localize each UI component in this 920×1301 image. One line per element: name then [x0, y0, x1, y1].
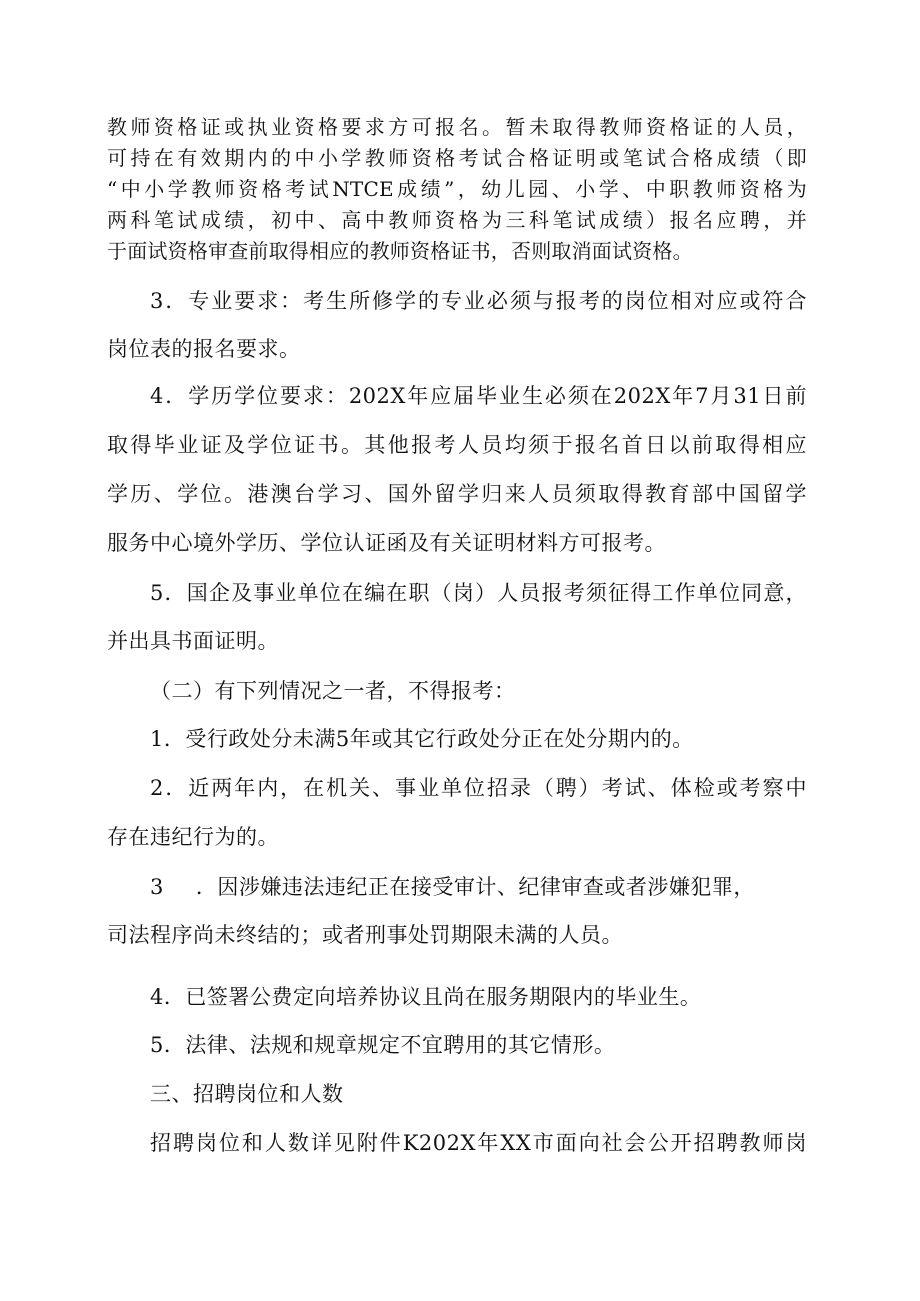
text-line: 5．国企及事业单位在编在职（岗）人员报考须征得工作单位同意， [150, 581, 807, 605]
text-line: 岗位表的报名要求。 [107, 337, 301, 361]
text-line: 4．学历学位要求：202X年应届毕业生必须在202X年7月31日前 [150, 384, 807, 408]
section-heading: 三、招聘岗位和人数 [150, 1082, 344, 1106]
text-line: “中小学教师资格考试NTCE成绩”，幼儿园、小学、中职教师资格为 [107, 177, 807, 201]
text-line: 两科笔试成绩，初中、高中教师资格为三科笔试成绩）报名应聘，并 [107, 208, 807, 232]
text-line: 招聘岗位和人数详见附件K202X年XX市面向社会公开招聘教师岗 [150, 1131, 807, 1155]
section-heading: （二）有下列情况之一者，不得报考： [150, 679, 516, 703]
item-number: 3 [150, 875, 164, 899]
text-line: 学历、学位。港澳台学习、国外留学归来人员须取得教育部中国留学 [107, 482, 807, 506]
text-line: 取得毕业证及学位证书。其他报考人员均须于报名首日以前取得相应 [107, 433, 807, 457]
text-line: 5．法律、法规和规章规定不宜聘用的其它情形。 [150, 1033, 616, 1057]
text-line: 并出具书面证明。 [107, 629, 279, 653]
item-text: ．因涉嫌违法违纪正在接受审计、纪律审查或者涉嫌犯罪， [195, 875, 755, 899]
text-line: 4．已签署公费定向培养协议且尚在服务期限内的毕业生。 [150, 985, 702, 1009]
text-line: 服务中心境外学历、学位认证函及有关证明材料方可报考。 [107, 531, 666, 555]
text-line: 司法程序尚未终结的；或者刑事处罚期限未满的人员。 [107, 923, 623, 947]
text-line: 2．近两年内，在机关、事业单位招录（聘）考试、体检或考察中 [150, 776, 807, 800]
text-line: 可持在有效期内的中小学教师资格考试合格证明或笔试合格成绩（即 [107, 146, 807, 170]
text-line [150, 874, 807, 900]
text-line: 3．专业要求：考生所修学的专业必须与报考的岗位相对应或符合 [150, 289, 807, 313]
text-line: 教师资格证或执业资格要求方可报名。暂未取得教师资格证的人员， [107, 115, 807, 139]
text-line: 1．受行政处分未满5年或其它行政处分正在处分期内的。 [150, 727, 694, 751]
text-line: 存在违纪行为的。 [107, 825, 279, 849]
text-line: 于面试资格审查前取得相应的教师资格证书，否则取消面试资格。 [107, 239, 693, 263]
